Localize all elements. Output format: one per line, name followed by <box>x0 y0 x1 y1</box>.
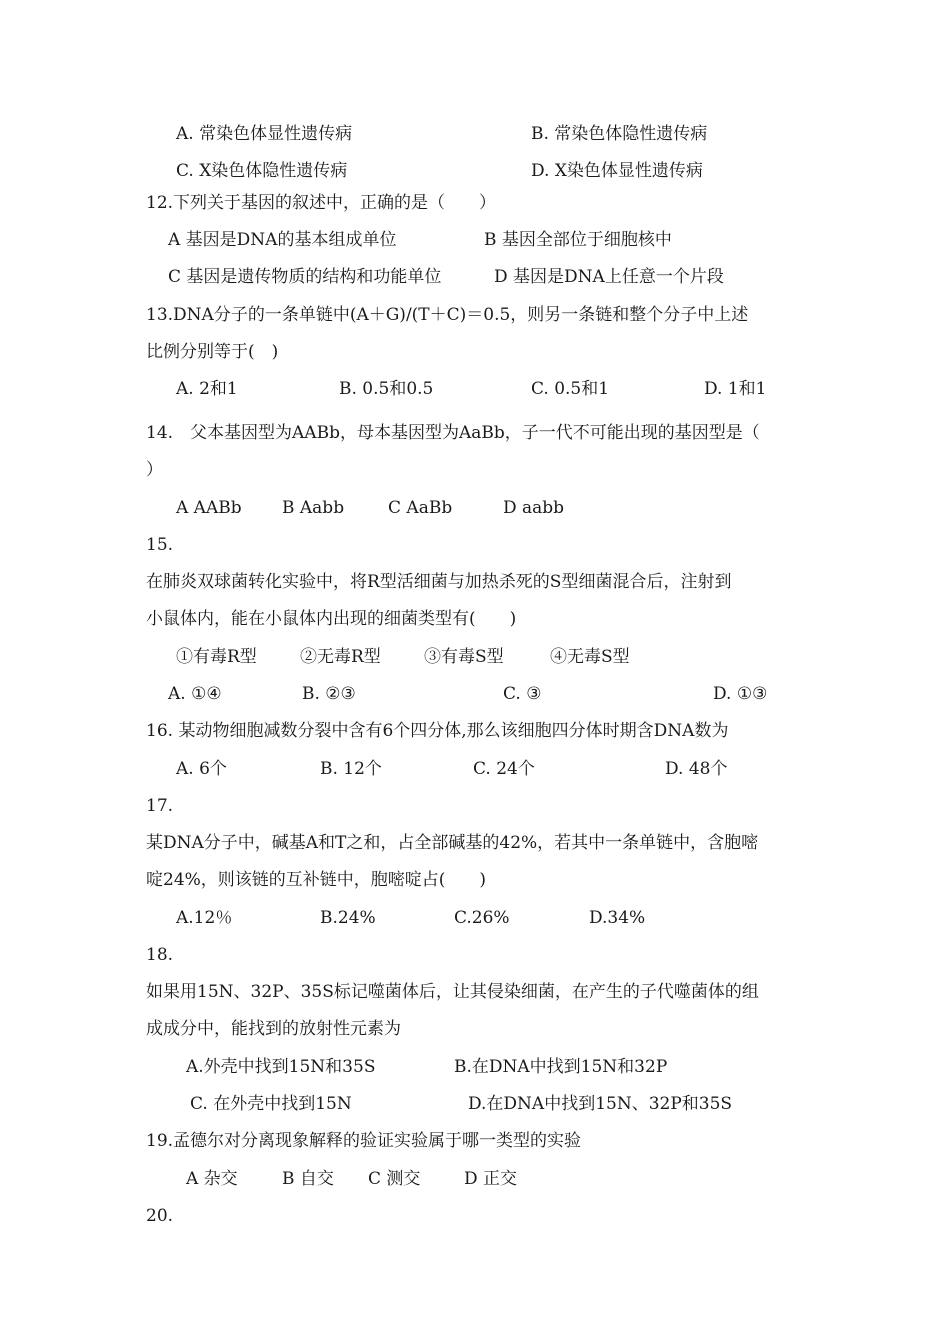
q16-option-d: D. 48个 <box>665 759 728 779</box>
q12-option-a: A 基因是DNA的基本组成单位 <box>168 230 397 250</box>
q13-option-b: B. 0.5和0.5 <box>339 379 434 399</box>
q14-option-c: C AaBb <box>388 498 453 518</box>
q19-option-b: B 自交 <box>282 1169 334 1189</box>
q11-option-b: B. 常染色体隐性遗传病 <box>531 124 708 144</box>
q15-number: 15. <box>146 535 174 555</box>
q18-option-d: D.在DNA中找到15N、32P和35S <box>468 1094 733 1114</box>
q11-option-c: C. X染色体隐性遗传病 <box>176 161 348 181</box>
q16-option-b: B. 12个 <box>320 759 382 779</box>
q15-option-b: B. ②③ <box>302 684 356 704</box>
q13-option-a: A. 2和1 <box>176 379 238 399</box>
q12-option-b: B 基因全部位于细胞核中 <box>484 230 672 250</box>
q19-option-a: A 杂交 <box>186 1169 238 1189</box>
q18-option-c: C. 在外壳中找到15N <box>190 1094 352 1114</box>
q15-option-d: D. ①③ <box>713 684 768 704</box>
q15-option-a: A. ①④ <box>168 684 222 704</box>
q13-stem-line-1: 13.DNA分子的一条单链中(A＋G)/(T＋C)＝0.5，则另一条链和整个分子中上述 <box>146 305 749 325</box>
q13-option-d: D. 1和1 <box>704 379 767 399</box>
q17-option-c: C.26% <box>454 908 510 928</box>
q18-option-b: B.在DNA中找到15N和32P <box>454 1057 668 1077</box>
q13-stem-line-2: 比例分别等于( ) <box>146 342 279 362</box>
q17-number: 17. <box>146 796 174 816</box>
q16-option-c: C. 24个 <box>473 759 535 779</box>
q15-item-3: ③有毒S型 <box>424 647 504 667</box>
q12-stem: 12.下列关于基因的叙述中，正确的是（ ） <box>146 193 497 213</box>
q11-option-d: D. X染色体显性遗传病 <box>531 161 703 181</box>
q15-stem-line-1: 在肺炎双球菌转化实验中，将R型活细菌与加热杀死的S型细菌混合后，注射到 <box>146 572 732 592</box>
q18-number: 18. <box>146 945 174 965</box>
q12-option-c: C 基因是遗传物质的结构和功能单位 <box>168 267 442 287</box>
q14-stem-line-1: 14. 父本基因型为AABb，母本基因型为AaBb，子一代不可能出现的基因型是（ <box>146 423 760 443</box>
q14-option-a: A AABb <box>176 498 242 518</box>
q15-stem-line-2: 小鼠体内，能在小鼠体内出现的细菌类型有( ) <box>146 609 517 629</box>
q19-option-c: C 测交 <box>368 1169 421 1189</box>
q20-number: 20. <box>146 1206 174 1226</box>
q16-option-a: A. 6个 <box>176 759 227 779</box>
q14-option-d: D aabb <box>503 498 565 518</box>
q11-option-a: A. 常染色体显性遗传病 <box>176 124 353 144</box>
q14-stem-line-2: ） <box>146 460 163 480</box>
q15-item-4: ④无毒S型 <box>550 647 630 667</box>
q17-stem-line-2: 啶24%，则该链的互补链中，胞嘧啶占( ) <box>146 870 487 890</box>
q16-stem: 16. 某动物细胞减数分裂中含有6个四分体,那么该细胞四分体时期含DNA数为 <box>146 721 729 741</box>
q19-option-d: D 正交 <box>464 1169 518 1189</box>
q14-option-b: B Aabb <box>282 498 345 518</box>
q18-option-a: A.外壳中找到15N和35S <box>186 1057 376 1077</box>
q13-option-c: C. 0.5和1 <box>531 379 610 399</box>
q15-item-2: ②无毒R型 <box>300 647 381 667</box>
q15-option-c: C. ③ <box>503 684 542 704</box>
q12-option-d: D 基因是DNA上任意一个片段 <box>494 267 724 287</box>
q17-option-b: B.24% <box>320 908 376 928</box>
q17-option-a: A.12％ <box>176 908 233 928</box>
q15-item-1: ①有毒R型 <box>176 647 257 667</box>
q17-option-d: D.34% <box>589 908 646 928</box>
q18-stem-line-2: 成成分中，能找到的放射性元素为 <box>146 1019 401 1039</box>
q19-stem: 19.孟德尔对分离现象解释的验证实验属于哪一类型的实验 <box>146 1131 582 1151</box>
q18-stem-line-1: 如果用15N、32P、35S标记噬菌体后，让其侵染细菌，在产生的子代噬菌体的组 <box>146 982 759 1002</box>
q17-stem-line-1: 某DNA分子中，碱基A和T之和，占全部碱基的42%，若其中一条单链中，含胞嘧 <box>146 833 759 853</box>
